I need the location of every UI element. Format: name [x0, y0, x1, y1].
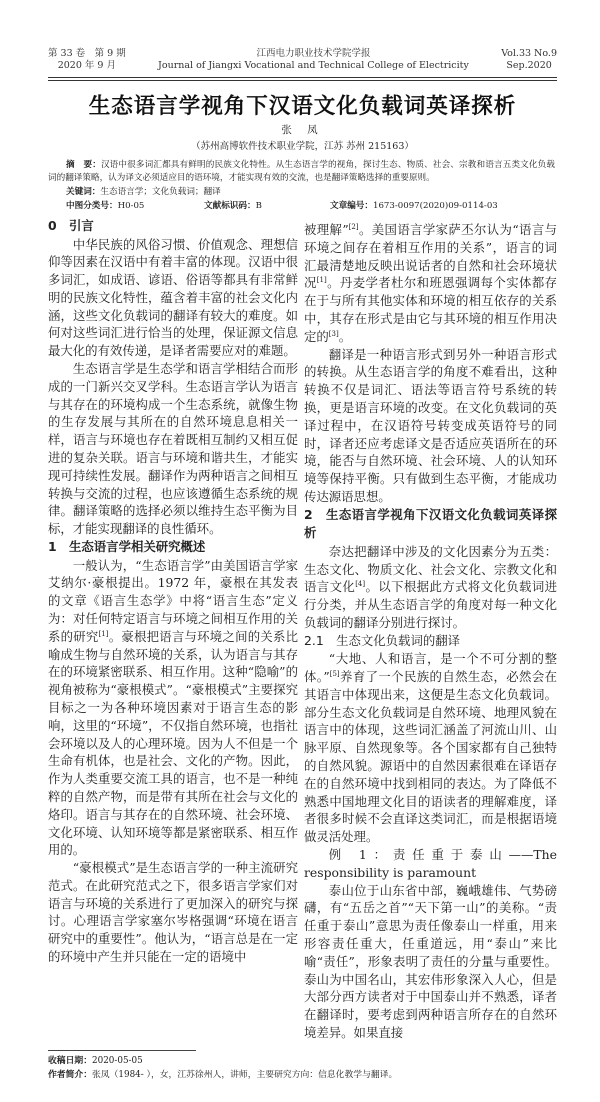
citation: [2]	[348, 222, 359, 231]
running-header	[48, 48, 557, 72]
paragraph: “豪根模式”是生态语言学的一种主流研究范式。在此研究范式之下，很多语言学家们对语言与环境的关系进行了更加深入的研究与探讨。心理语言学家塞尔岑格强调“环境在语言研究中的重要性”。他认为，“语言总是在一定的环境中产生并只能在一定的语境中	[48, 860, 298, 965]
keywords-label: 关键词：	[66, 187, 101, 197]
paper-title: 生态语言学视角下汉语文化负载词英译探析	[88, 94, 517, 119]
article-no-value: 1673-0097(2020)09-0114-03	[372, 201, 498, 211]
text-run: 。豪根把语言与环境之间的关系比喻成生物与自然环境的关系，认为语言与其存在的环境紧密联系、相互作用。这种“隐喻”的视角被称为“豪根模式”。“豪根模式”主要探究目标之一为各种环境因素对于语言生态的影响，这里的“环境”，不仅指自然环境，也指社会环境以及人的心理环境。因为人不但是一个生命有机体，也是社会、文化的产物。因此，作为人类重要交流工具的语言，也不是一种纯粹的自然产物，而是带有其所在社会与文化的烙印。语言与其存在的自然环境、社会环境、文化环境、认知环境等都是紧密联系、相互作用的。	[48, 628, 299, 858]
article-no-label: 文章编号：	[330, 201, 373, 211]
text-run: 。丹麦学者杜尔和班恩强调每个实体都存在于与所有其他实体和环境的相互依存的关系中，其存在形式是由它与其环境的相互作用决定的	[304, 275, 558, 344]
volume-issue-en: Vol.33 No.9	[501, 48, 557, 59]
journal-name	[134, 48, 493, 72]
header-divider	[48, 77, 557, 81]
paragraph	[304, 221, 557, 346]
issue-info-en	[501, 48, 557, 72]
body-columns	[48, 217, 557, 1042]
paragraph: 中华民族的风俗习惯、价值观念、理想信仰等因素在汉语中有着丰富的体现。汉语中很多词汇，如成语、谚语、俗语等都具有非常鲜明的民族文化特性，蕴含着丰富的社会文化内涵，这些文化负载词的翻译有较大的难度。如何对这些词汇进行恰当的处理，保证源文信息最大化的有效传递，是译者需要应对的难题。	[48, 236, 298, 359]
citation: [4]	[355, 580, 366, 589]
received-label: 收稿日期：	[48, 1055, 92, 1066]
paragraph	[304, 543, 557, 632]
volume-issue: 第 33 卷 第 9 期	[48, 48, 126, 59]
citation: [1]	[316, 276, 327, 285]
citation: [3]	[328, 329, 339, 338]
clc-label: 中图分类号：	[66, 201, 118, 211]
article-no	[330, 200, 498, 213]
text-run: 。	[338, 328, 352, 344]
journal-name-cn: 江西电力职业技术学院学报	[256, 48, 371, 59]
paragraph	[304, 650, 557, 846]
example: 例 1：责任重于泰山——The responsibility is paramount	[304, 847, 557, 880]
bio-label: 作者简介：	[48, 1069, 92, 1080]
left-column	[48, 217, 298, 966]
author-bio	[48, 1069, 557, 1082]
doc-code-label: 文献标识码：	[204, 201, 256, 211]
abstract	[48, 159, 555, 185]
right-column	[304, 217, 557, 1042]
paragraph	[48, 557, 298, 860]
paragraph: 泰山位于山东省中部，巍峨雄伟、气势磅礴，有“五岳之首”“天下第一山”的美称。“责任重于泰山”意思为责任像泰山一样重，用来形容责任重大，任重道远，用“泰山”来比喻“责任”，形象表明了责任的分量与重要性。泰山为中国名山，其宏伟形象深入人心，但是大部分西方读者对于中国泰山并不熟悉，译者在翻译时，要考虑到两种语言所存在的自然环境差异。如果直接	[304, 882, 557, 1040]
issue-date-en: Sep.2020	[506, 60, 552, 71]
keywords	[48, 186, 557, 199]
classification-info	[48, 200, 557, 213]
author-affiliation: （苏州高博软件技术职业学院，江苏 苏州 215163）	[191, 141, 414, 152]
bio-text: 张凤（1984- ），女，江苏徐州人，讲师，主要研究方向：信息化教学与翻译。	[92, 1069, 398, 1080]
received-value: 2020-05-05	[92, 1055, 143, 1066]
clc	[66, 200, 180, 213]
paragraph: 翻译是一种语言形式到另外一种语言形式的转换。从生态语言学的角度不难看出，这种转换不仅是词汇、语法等语言符号系统的转换，更是语言环境的改变。在文化负载词的英译过程中，在汉语符号转变成英语符号的同时，译者还应考虑译文是否适应英语所在的环境，能否与自然环境、社会环境、人的认知环境等保持平衡。只有做到生态平衡，才能成功传达源语思想。	[304, 346, 557, 504]
text-run: 养育了一个民族的自然生态，必然会在其语言中体现出来，这便是生态文化负载词。部分生态文化负载词是自然环境、地理风貌在语言中的体现，这些词汇涵盖了河流山川、山脉平原、自然现象等。各个国家都有自己独特的自然风貌。源语中的自然因素很难在译语存在的自然环境中找到相同的表达。为了降低不熟悉中国地理文化目的语读者的理解难度，译者很多时候不会直译这类词汇，而是根据语境做灵活处理。	[304, 669, 558, 845]
section-heading: 1 生态语言学相关研究概述	[48, 539, 206, 555]
footnote-divider	[48, 1050, 196, 1051]
section-heading: 0 引言	[48, 218, 94, 233]
subsection-heading: 2.1 生态文化负载词的翻译	[304, 632, 461, 648]
citation: [5]	[329, 669, 340, 678]
text-run: 。美国语言学家萨丕尔认为“语言与环境之间存在着相互作用的关系”，语言的词汇最清楚地反映出说话者的自然和社会环境状况	[304, 222, 557, 291]
text-run: 一般认为，“生态语言学”由美国语言学家艾纳尔·豪根提出。1972 年，豪根在其发表的文章《语言生态学》中将“语言生态”定义为：对任何特定语言与环境之间相互作用的关系的研究	[48, 557, 298, 644]
author-name: 张 凤	[281, 124, 324, 136]
clc-value: H0-05	[117, 201, 145, 211]
issue-date: 2020 年 9 月	[57, 60, 116, 71]
issue-info	[48, 48, 126, 72]
text-run: 。以下根据此方式将文化负载词进行分类，并从生态语言学的角度对每一种文化负载词的翻译分别进行探讨。	[304, 579, 558, 630]
section-heading: 2 生态语言学视角下汉语文化负载词英译探析	[304, 506, 557, 541]
citation: [1]	[98, 629, 109, 638]
doc-code	[204, 200, 306, 213]
keywords-text: 生态语言学；文化负载词；翻译	[100, 187, 221, 197]
journal-name-en: Journal of Jiangxi Vocational and Technical College of Electricity	[158, 60, 469, 71]
received-date	[48, 1055, 557, 1068]
text-run: 奈达把翻译中涉及的文化因素分为五类：生态文化、物质文化、社会文化、宗教文化和语言文化	[304, 543, 557, 595]
paragraph: 生态语言学是生态学和语言学相结合而形成的一门新兴交叉学科。生态语言学认为语言与其存在的环境构成一个生态系统，就像生物的生存发展与其所在的自然环境息息相关一样，语言与环境也存在着既相互制约又相互促进的复杂关联。语言与环境和谐共生，才能实现可持续性发展。翻译作为两种语言之间相互转换与交流的过程，也应该遵循生态系统的规律。翻译策略的选择必须以维持生态平衡为目标，才能实现翻译的良性循环。	[48, 361, 298, 537]
abstract-label: 摘 要：	[66, 160, 101, 170]
doc-code-value: B	[255, 201, 262, 211]
text-run: “大地、人和语言，是一个不可分割的整体。”	[304, 651, 557, 685]
abstract-text: 汉语中很多词汇都具有鲜明的民族文化特性。从生态语言学的视角，探讨生态、物质、社会、宗教和语言五类文化负载词的翻译策略，认为译文必须适应目的语环境，才能实现有效的交流，也是翻译策略选择的重要原则。	[48, 160, 555, 183]
text-run: 被理解”	[304, 222, 349, 237]
